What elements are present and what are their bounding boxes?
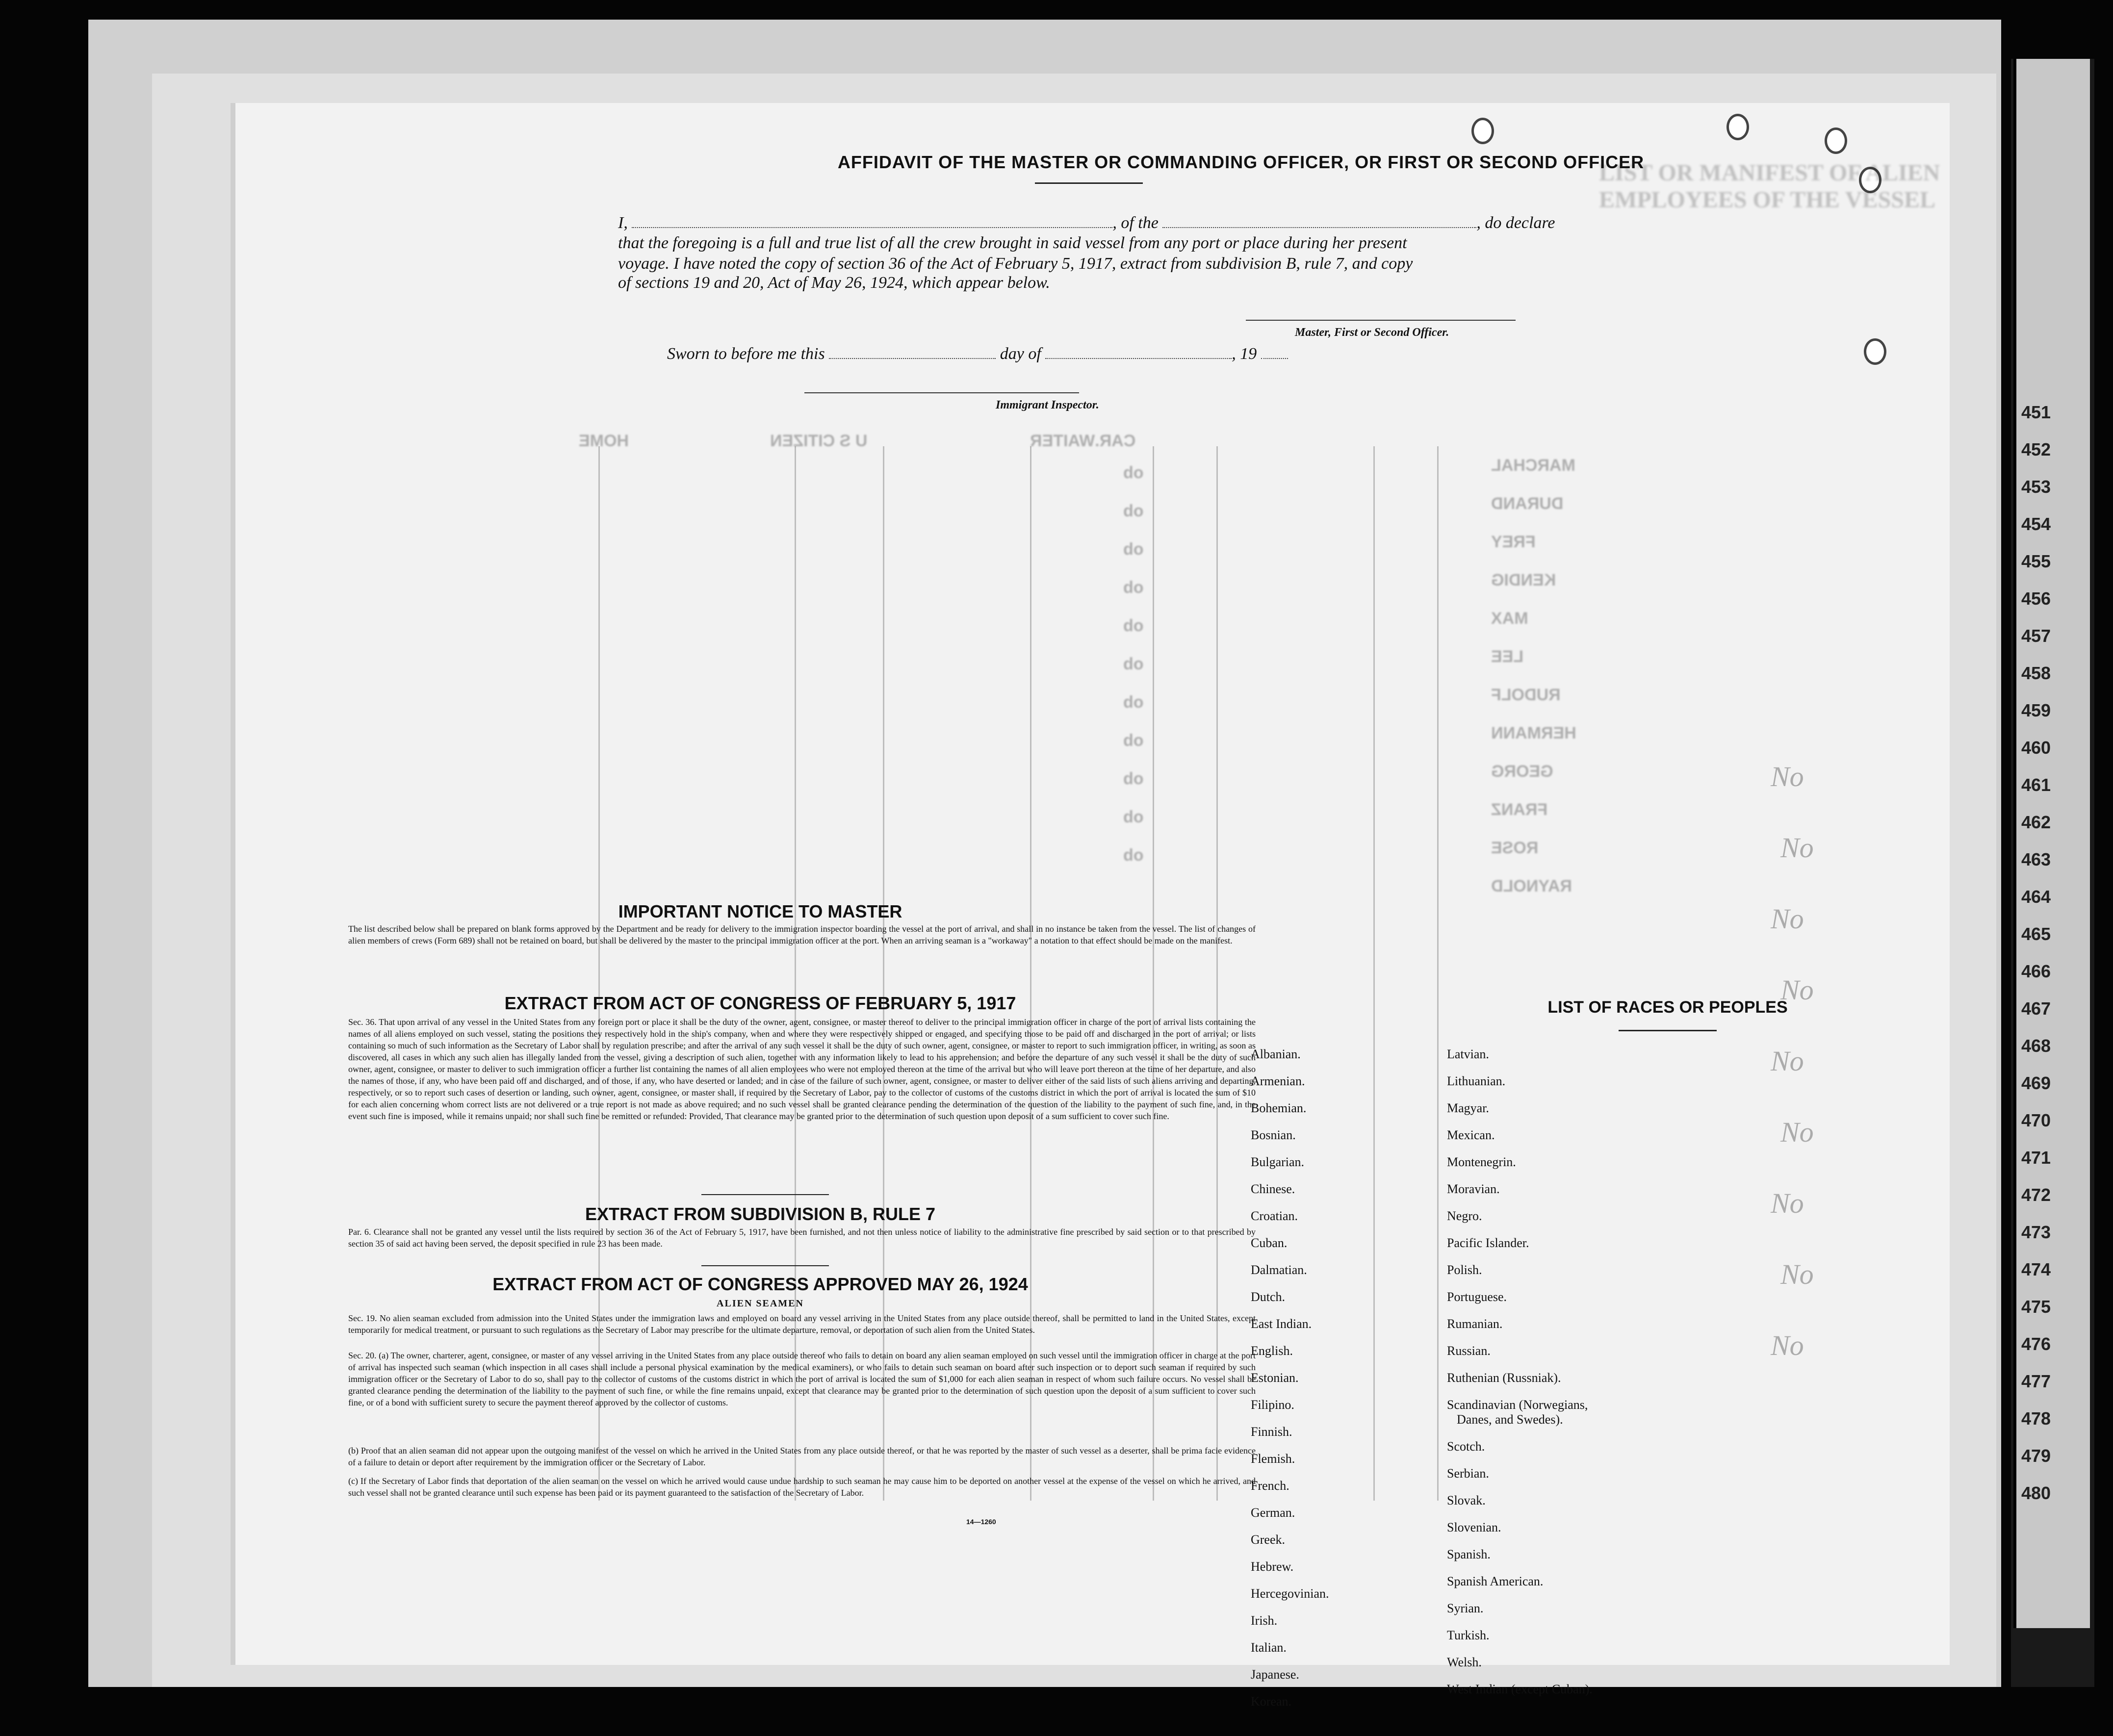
- name-blank[interactable]: [632, 213, 1112, 228]
- handwritten-no: No: [1780, 832, 1814, 864]
- race-item: Hebrew.: [1251, 1559, 1294, 1574]
- race-item: Scandinavian (Norwegians,: [1447, 1398, 1588, 1412]
- section-rule: [701, 1265, 829, 1266]
- line-number: 462: [2021, 812, 2051, 832]
- line-number: 466: [2021, 961, 2051, 981]
- race-item: Slovenian.: [1447, 1520, 1501, 1534]
- race-item: Irish.: [1251, 1613, 1278, 1628]
- race-item: Hercegovinian.: [1251, 1586, 1329, 1601]
- bleed-through-ditto: do: [1123, 693, 1144, 712]
- bleed-through-name: GEORG: [1491, 762, 1553, 781]
- section-rule: [701, 1194, 829, 1195]
- bleed-through-name: HERMANN: [1491, 724, 1576, 742]
- race-item: Spanish American.: [1447, 1574, 1544, 1588]
- line-number: 477: [2021, 1371, 2051, 1391]
- handwritten-no: No: [1771, 1187, 1804, 1219]
- sworn-label: Sworn to before me this: [667, 345, 825, 363]
- extract-1924-sec20a: Sec. 20. (a) The owner, charterer, agent, consignee, or master of any vessel arriving in the United States from any place outside thereof who fails to detain on board any alien seaman employed on such vessel until the immigration officer in charge at the port of arrival has inspected such seaman (which inspection in all cases shall include a personal physical examination by the medical examiners), or who fails to detain such seaman on board after such inspection or to deport such seaman if required by such immigration officer or the Secretary of Labor to do so, shall pay to the collector of customs of the customs district in which the port of arrival is located the sum of $1,000 for each alien seaman in respect of whom such failure occurs. No vessel shall be granted clearance pending the determination of the liability to the payment of such fine, or while the fine remains unpaid, except that clearance may be granted prior to the determination of such question upon the deposit of a sum sufficient to cover such fine, or of a bond with sufficient surety to secure the payment thereof approved by the collector of customs.: [348, 1351, 1256, 1407]
- race-item: Greek.: [1251, 1532, 1286, 1547]
- vessel-blank[interactable]: [1162, 213, 1476, 228]
- line-number: 452: [2021, 439, 2051, 460]
- line-number: 463: [2021, 849, 2051, 869]
- line-number: 480: [2021, 1483, 2051, 1503]
- race-item: Lithuanian.: [1447, 1074, 1506, 1088]
- column-rule: [598, 446, 600, 1501]
- line-number: 453: [2021, 477, 2051, 497]
- race-item: Flemish.: [1251, 1452, 1295, 1466]
- bleed-through-name: RAYNOLD: [1491, 877, 1572, 895]
- line-number: 476: [2021, 1334, 2051, 1354]
- race-item: Pacific Islander.: [1447, 1236, 1529, 1250]
- handwritten-no: No: [1780, 974, 1814, 1006]
- line-number: 472: [2021, 1185, 2051, 1205]
- race-item: Portuguese.: [1447, 1290, 1507, 1304]
- column-rule: [1373, 446, 1375, 1501]
- line-number: 451: [2021, 402, 2051, 422]
- title-rule: [1035, 182, 1143, 184]
- race-item: Serbian.: [1447, 1466, 1489, 1481]
- race-item: Estonian.: [1251, 1371, 1299, 1385]
- bleed-through-name: ROSE: [1491, 839, 1539, 857]
- race-item: Italian.: [1251, 1640, 1287, 1655]
- race-item: Moravian.: [1447, 1182, 1500, 1196]
- punch-hole: [1825, 128, 1847, 154]
- bleed-through-ditto: do: [1123, 502, 1144, 520]
- race-item: Latvian.: [1447, 1047, 1489, 1061]
- inspector-signature-line[interactable]: [804, 392, 1079, 393]
- extract-1924-sec20b: (b) Proof that an alien seaman did not appear upon the outgoing manifest of the vessel on which he arrived in the United States from any place outside thereof, or that he was reported by the master of such vessel as a deserter, shall be prima facie evidence of a failure to detain or deport after requirement by the immigration officer or the Secretary of Labor.: [348, 1446, 1256, 1467]
- inspector-label: Immigrant Inspector.: [996, 399, 1099, 411]
- extract-1924-subtitle: ALIEN SEAMEN: [717, 1298, 804, 1309]
- line-number: 454: [2021, 514, 2051, 534]
- race-item: Mexican.: [1447, 1128, 1495, 1142]
- sworn-month-blank[interactable]: [1045, 344, 1232, 359]
- handwritten-no: No: [1771, 1045, 1804, 1077]
- line-number: 469: [2021, 1073, 2051, 1093]
- extract-1924-title: EXTRACT FROM ACT OF CONGRESS APPROVED MAY 26, 1924: [492, 1274, 1028, 1294]
- race-item: Negro.: [1447, 1209, 1482, 1223]
- line-number: 459: [2021, 700, 2051, 720]
- race-item: Turkish.: [1447, 1628, 1490, 1642]
- year-label: , 19: [1232, 345, 1257, 363]
- statement-line-2: voyage. I have noted the copy of section 36 of the Act of February 5, 1917, extract from subdivision B, rule 7, and copy: [618, 255, 1413, 273]
- line-number: 471: [2021, 1148, 2051, 1168]
- race-item: Bosnian.: [1251, 1128, 1296, 1142]
- statement-line-1: that the foregoing is a full and true list of all the crew brought in said vessel from any port or place during her present: [618, 234, 1407, 252]
- handwritten-no: No: [1771, 761, 1804, 792]
- adjacent-page-line-numbers: [2013, 59, 2090, 1628]
- race-item: Bohemian.: [1251, 1101, 1307, 1115]
- race-item: Korean.: [1251, 1694, 1292, 1709]
- notice-title: IMPORTANT NOTICE TO MASTER: [618, 901, 902, 921]
- column-rule: [1030, 446, 1031, 1501]
- extract-rule7-title: EXTRACT FROM SUBDIVISION B, RULE 7: [585, 1204, 936, 1224]
- race-item: Finnish.: [1251, 1425, 1292, 1439]
- race-item: Chinese.: [1251, 1182, 1295, 1196]
- affidavit-title: AFFIDAVIT OF THE MASTER OR COMMANDING OFFICER, OR FIRST OR SECOND OFFICER: [837, 152, 1645, 172]
- line-number: 457: [2021, 626, 2051, 646]
- column-rule: [1216, 446, 1218, 1501]
- race-item: Dalmatian.: [1251, 1263, 1307, 1277]
- race-item: Cuban.: [1251, 1236, 1288, 1250]
- race-item: Syrian.: [1447, 1601, 1484, 1615]
- race-item: Ruthenian (Russniak).: [1447, 1371, 1561, 1385]
- handwritten-no: No: [1780, 1258, 1814, 1290]
- races-title: LIST OF RACES OR PEOPLES: [1547, 998, 1788, 1017]
- race-item: Armenian.: [1251, 1074, 1305, 1088]
- bleed-through-name: MARCHAL: [1491, 456, 1575, 475]
- race-item: French.: [1251, 1479, 1289, 1493]
- bleed-through-ditto: do: [1123, 808, 1144, 826]
- race-item: Danes, and Swedes).: [1457, 1412, 1563, 1427]
- line-number: 470: [2021, 1110, 2051, 1130]
- day-of-label: day of: [1000, 345, 1041, 363]
- race-item: Scotch.: [1447, 1439, 1485, 1454]
- line-number: 464: [2021, 887, 2051, 907]
- race-item: East Indian.: [1251, 1317, 1312, 1331]
- race-item: Polish.: [1447, 1263, 1482, 1277]
- sworn-line: [667, 344, 1288, 363]
- bleed-through-ditto: do: [1123, 655, 1144, 673]
- extract-1924-sec19: Sec. 19. No alien seaman excluded from admission into the United States under the immigration laws and employed on board any vessel arriving in the United States from any place outside thereof, shall be permitted to land in the United States, except temporarily for medical treatment, or pursuant to such regulations as the Secretary of Labor may prescribe for the ultimate departure, removal, or deportation of such alien from the United States.: [348, 1313, 1256, 1335]
- race-item: Dutch.: [1251, 1290, 1286, 1304]
- races-title-rule: [1619, 1030, 1717, 1031]
- race-item: Filipino.: [1251, 1398, 1294, 1412]
- bleed-through-ditto: do: [1123, 463, 1144, 482]
- punch-hole: [1726, 114, 1749, 140]
- bleed-through-name: RUDOLF: [1491, 686, 1561, 704]
- race-item: Japanese.: [1251, 1667, 1299, 1682]
- sworn-day-blank[interactable]: [829, 344, 996, 359]
- notice-text: The list described below shall be prepared on blank forms approved by the Department and be ready for delivery to the immigration inspector boarding the vessel at the port of arrival, and shall in no instance be taken from the vessel. The list of changes of alien members of crews (Form 689) shall not be retained on board, but shall be delivered by the master to the principal immigration officer at the port. When an arriving seaman is a "workaway" a notation to that effect should be made on the manifest.: [348, 924, 1256, 945]
- race-item: Montenegrin.: [1447, 1155, 1516, 1169]
- line-number: 478: [2021, 1408, 2051, 1429]
- punch-hole: [1864, 338, 1886, 365]
- line-number: 460: [2021, 738, 2051, 758]
- bleed-through-ditto: do: [1123, 578, 1144, 597]
- extract-1917-text: Sec. 36. That upon arrival of any vessel in the United States from any foreign port or place it shall be the duty of the owner, agent, consignee, or master thereof to deliver to the principal immigration officer in charge of the port of arrival lists containing the names of all aliens employed on such vessel, stating the positions they respectively hold in the ship's company, when and where they were respectively shipped or engaged, and specifying those to be paid off and discharged in the port of arrival; or lists containing so much of such information as the Secretary of Labor shall by regulation prescribe; and after the arrival of any such vessel it shall be the duty of such owner, agent, consignee, or master to report to such immigration officer, in writing, as soon as discovered, all cases in which any such alien has illegally landed from the vessel, giving a description of such alien, together with any information likely to lead to his apprehension; and before the departure of any such vessel it shall be the duty of such owner, agent, consignee, or master to deliver to such immigration officer a further list containing the names of all alien employees who were not employed thereon at the time of the arrival but who will leave port thereon at the time of her departure, and also the names of those, if any, who have been paid off and discharged, and of those, if any, who have deserted or landed; and in case of the failure of such owner, agent, consignee, or master to deliver either of the said lists of such aliens arriving and departing, respectively, or so to report such cases of desertion or landing, such owner, agent, consignee, or master shall, if required by the Secretary of Labor, pay to the collector of customs of the customs district in which the port of arrival is located the sum of $10 for each alien concerning whom correct lists are not delivered or a true report is not made as above required; and no such vessel shall be granted clearance pending the determination of the question of the liability to the payment of such fine, and, in the event such fine is imposed, while it remains unpaid; nor shall such fine be remitted or refunded: Provided, That clearance may be granted prior to the determination of such question upon deposit of a sum sufficient to cover such fine.: [348, 1017, 1256, 1121]
- master-signature-line[interactable]: [1246, 320, 1516, 321]
- race-item: Spanish.: [1447, 1547, 1491, 1561]
- extract-1917-title: EXTRACT FROM ACT OF CONGRESS OF FEBRUARY 5, 1917: [504, 993, 1016, 1013]
- race-item: Magyar.: [1447, 1101, 1489, 1115]
- bleed-through-name: DURAND: [1491, 494, 1564, 513]
- bleed-through-name: LEE: [1491, 647, 1524, 666]
- line-number: 465: [2021, 924, 2051, 944]
- bleed-through-name: FRANZ: [1491, 800, 1548, 819]
- bleed-through-header: HOME: [579, 432, 629, 450]
- bleed-through-ditto: do: [1123, 616, 1144, 635]
- line-number: 479: [2021, 1446, 2051, 1466]
- line-number: 455: [2021, 551, 2051, 571]
- punch-hole: [1471, 118, 1494, 144]
- column-rule: [1437, 446, 1439, 1501]
- race-item: Russian.: [1447, 1344, 1491, 1358]
- column-rule: [1153, 446, 1154, 1501]
- handwritten-no: No: [1780, 1116, 1814, 1148]
- bleed-through-name: MAX: [1491, 609, 1528, 628]
- bleed-through-ditto: do: [1123, 846, 1144, 865]
- bleed-through-header: CAR.WAITER: [1030, 432, 1136, 450]
- bleed-through-ditto: do: [1123, 540, 1144, 559]
- race-item: Albanian.: [1251, 1047, 1301, 1061]
- bleed-through-header: U S CITIZEN: [770, 432, 868, 450]
- bleed-through-ditto: do: [1123, 769, 1144, 788]
- i-label: I,: [618, 214, 628, 232]
- bleed-through-title: LIST OR MANIFEST OF ALIEN EMPLOYEES OF THE VESSEL: [1599, 160, 1940, 213]
- race-item: Croatian.: [1251, 1209, 1298, 1223]
- affidavit-page: [235, 103, 1950, 1709]
- sworn-year-blank[interactable]: [1261, 344, 1288, 359]
- line-number: 458: [2021, 663, 2051, 683]
- race-item: Bulgarian.: [1251, 1155, 1305, 1169]
- race-item: German.: [1251, 1506, 1295, 1520]
- race-item: Welsh.: [1447, 1655, 1482, 1669]
- line-number: 468: [2021, 1036, 2051, 1056]
- race-item: Rumanian.: [1447, 1317, 1503, 1331]
- extract-1924-sec20c: (c) If the Secretary of Labor finds that deportation of the alien seaman on the vessel on which he arrived would cause undue hardship to such seaman he may cause him to be deported on another vessel at the expense of the vessel on which he arrived, and such vessel shall not be granted clearance until such expense has been paid or its payment guaranteed to the satisfaction of the Secretary of Labor.: [348, 1476, 1256, 1498]
- handwritten-no: No: [1771, 903, 1804, 935]
- handwritten-no: No: [1771, 1329, 1804, 1361]
- race-item: Slovak.: [1447, 1493, 1486, 1507]
- bleed-through-name: KENDIG: [1491, 571, 1556, 589]
- line-number: 461: [2021, 775, 2051, 795]
- column-rule: [883, 446, 884, 1501]
- bleed-through-name: FREY: [1491, 533, 1536, 551]
- line-number: 475: [2021, 1297, 2051, 1317]
- column-rule: [795, 446, 796, 1501]
- statement-line-3: of sections 19 and 20, Act of May 26, 1924, which appear below.: [618, 274, 1050, 292]
- line-number: 467: [2021, 998, 2051, 1019]
- race-item: English.: [1251, 1344, 1293, 1358]
- line-number: 473: [2021, 1222, 2051, 1242]
- form-number: 14—1260: [966, 1518, 996, 1526]
- declare-label: , do declare: [1476, 214, 1555, 232]
- of-the-label: , of the: [1112, 214, 1159, 232]
- extract-rule7-text: Par. 6. Clearance shall not be granted any vessel until the lists required by section 36 of the Act of February 5, 1917, have been furnished, and not then unless notice of liability to the administrative fine prescribed by said section or to that prescribed by section 35 of said act having been served, the deposit specified in rule 23 has been made.: [348, 1227, 1256, 1249]
- line-number: 456: [2021, 588, 2051, 609]
- bleed-through-ditto: do: [1123, 731, 1144, 750]
- master-label: Master, First or Second Officer.: [1295, 326, 1449, 339]
- line-number: 474: [2021, 1259, 2051, 1279]
- race-item: West Indian (except Cuban).: [1447, 1682, 1593, 1696]
- declaration-line: [618, 213, 1555, 232]
